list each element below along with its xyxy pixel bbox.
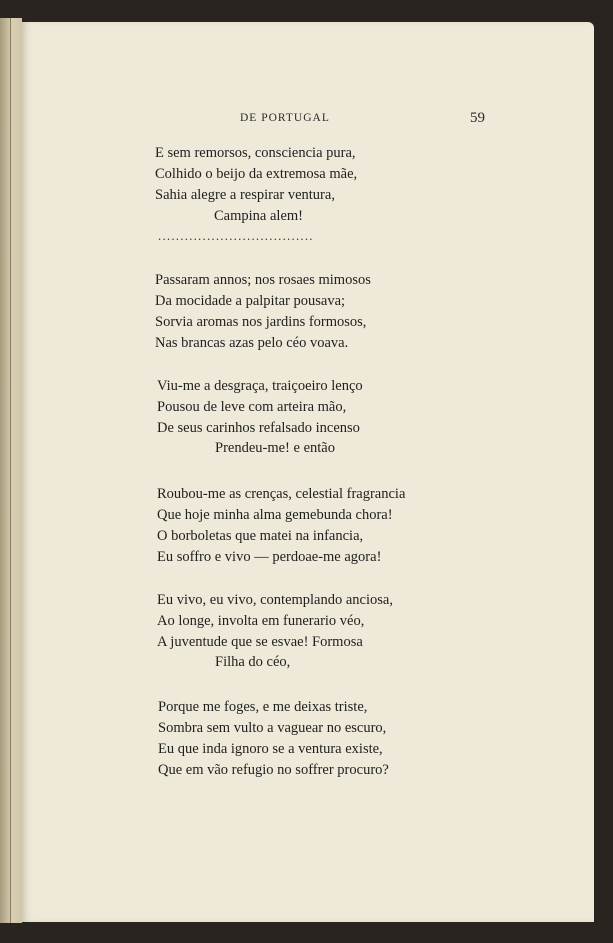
verse-line: Eu vivo, eu vivo, contemplando anciosa, xyxy=(157,592,393,608)
verse-line: Sorvia aromas nos jardins formosos, xyxy=(155,314,367,330)
previous-page-edge xyxy=(0,18,22,923)
running-title: DE PORTUGAL xyxy=(240,112,330,124)
verse-line: Passaram annos; nos rosaes mimosos xyxy=(155,272,371,288)
verse-line: Filha do céo, xyxy=(215,654,291,670)
verse-line: Prendeu-me! e então xyxy=(215,440,335,456)
ellipsis-separator: ................................... xyxy=(158,228,314,243)
verse-line: Colhido o beijo da extremosa mãe, xyxy=(155,166,358,182)
page-number: 59 xyxy=(470,110,485,126)
verse-line: Eu soffro e vivo — perdoae-me agora! xyxy=(157,549,382,565)
verse-line: Que hoje minha alma gemebunda chora! xyxy=(157,507,393,523)
verse-line: Que em vão refugio no soffrer procuro? xyxy=(158,762,389,778)
verse-line: Sombra sem vulto a vaguear no escuro, xyxy=(158,720,387,736)
verse-line: O borboletas que matei na infancia, xyxy=(157,528,364,544)
running-header xyxy=(22,112,594,134)
book-page xyxy=(22,22,594,922)
verse-line: Roubou-me as crenças, celestial fragrancia xyxy=(157,486,406,502)
verse-line: A juventude que se esvae! Formosa xyxy=(157,634,363,650)
verse-line: Porque me foges, e me deixas triste, xyxy=(158,699,368,715)
verse-line: Da mocidade a palpitar pousava; xyxy=(155,293,346,309)
verse-line: Pousou de leve com arteira mão, xyxy=(157,399,347,415)
verse-line: E sem remorsos, consciencia pura, xyxy=(155,145,356,161)
verse-line: Ao longe, involta em funerario véo, xyxy=(157,613,365,629)
verse-line: Campina alem! xyxy=(214,208,303,224)
verse-line: Sahia alegre a respirar ventura, xyxy=(155,187,335,203)
verse-line: Eu que inda ignoro se a ventura existe, xyxy=(158,741,383,757)
verse-line: Viu-me a desgraça, traiçoeiro lenço xyxy=(157,378,363,394)
verse-line: Nas brancas azas pelo céo voava. xyxy=(155,335,349,351)
verse-line: De seus carinhos refalsado incenso xyxy=(157,420,360,436)
